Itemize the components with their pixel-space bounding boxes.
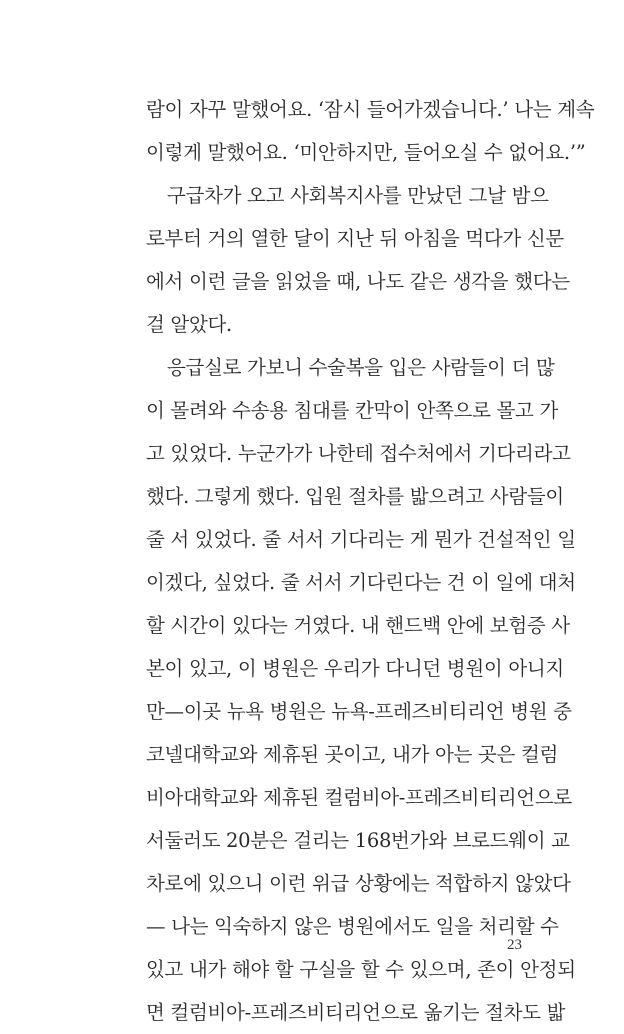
text-line: 할 시간이 있다는 거였다. 내 핸드백 안에 보험증 사 xyxy=(146,614,570,637)
text-line: 했다. 그렇게 했다. 입원 절차를 밟으려고 사람들이 xyxy=(146,485,564,508)
text-line: 있고 내가 해야 할 구실을 할 수 있으며, 존이 안정되 xyxy=(146,958,576,981)
text-line: 로부터 거의 열한 달이 지난 뒤 아침을 먹다가 신문 xyxy=(146,227,564,250)
text-line: 비아대학교와 제휴된 컬럼비아-프레즈비티리언으로 xyxy=(146,786,572,809)
text-line: 이겠다, 싶었다. 줄 서서 기다린다는 건 이 일에 대처 xyxy=(146,571,576,594)
text-line: 차로에 있으니 이런 위급 상황에는 적합하지 않았다 xyxy=(146,872,571,895)
page-body xyxy=(146,88,595,1034)
text-line: 이 몰려와 수송용 침대를 칸막이 안쪽으로 몰고 가 xyxy=(146,399,559,422)
paragraph-start-line: 응급실로 가보니 수술복을 입은 사람들이 더 많 xyxy=(167,356,555,379)
text-line: 이렇게 말했어요. ‘미안하지만, 들어오실 수 없어요.’” xyxy=(146,141,586,164)
text-line: 서둘러도 20분은 걸리는 168번가와 브로드웨이 교 xyxy=(146,829,570,852)
paragraph-start-line: 구급차가 오고 사회복지사를 만났던 그날 밤으 xyxy=(167,184,549,207)
text-line: 에서 이런 글을 읽었을 때, 나도 같은 생각을 했다는 xyxy=(146,270,570,293)
text-line: 걸 알았다. xyxy=(146,313,232,336)
text-line: — 나는 익숙하지 않은 병원에서도 일을 처리할 수 xyxy=(146,915,559,938)
text-line: 코넬대학교와 제휴된 곳이고, 내가 아는 곳은 컬럼 xyxy=(146,743,559,766)
text-line: 줄 서 있었다. 줄 서서 기다리는 게 뭔가 건설적인 일 xyxy=(146,528,576,551)
text-line: 본이 있고, 이 병원은 우리가 다니던 병원이 아니지 xyxy=(146,657,564,680)
text-line: 만—이곳 뉴욕 병원은 뉴욕-프레즈비티리언 병원 중 xyxy=(146,700,572,723)
text-line: 고 있었다. 누군가가 나한테 접수처에서 기다리라고 xyxy=(146,442,571,465)
page-number: 23 xyxy=(507,937,522,953)
text-line: 면 컬럼비아-프레즈비티리언으로 옮기는 절차도 밟 xyxy=(146,1001,566,1024)
text-line: 람이 자꾸 말했어요. ‘잠시 들어가겠습니다.’ 나는 계속 xyxy=(146,98,595,121)
